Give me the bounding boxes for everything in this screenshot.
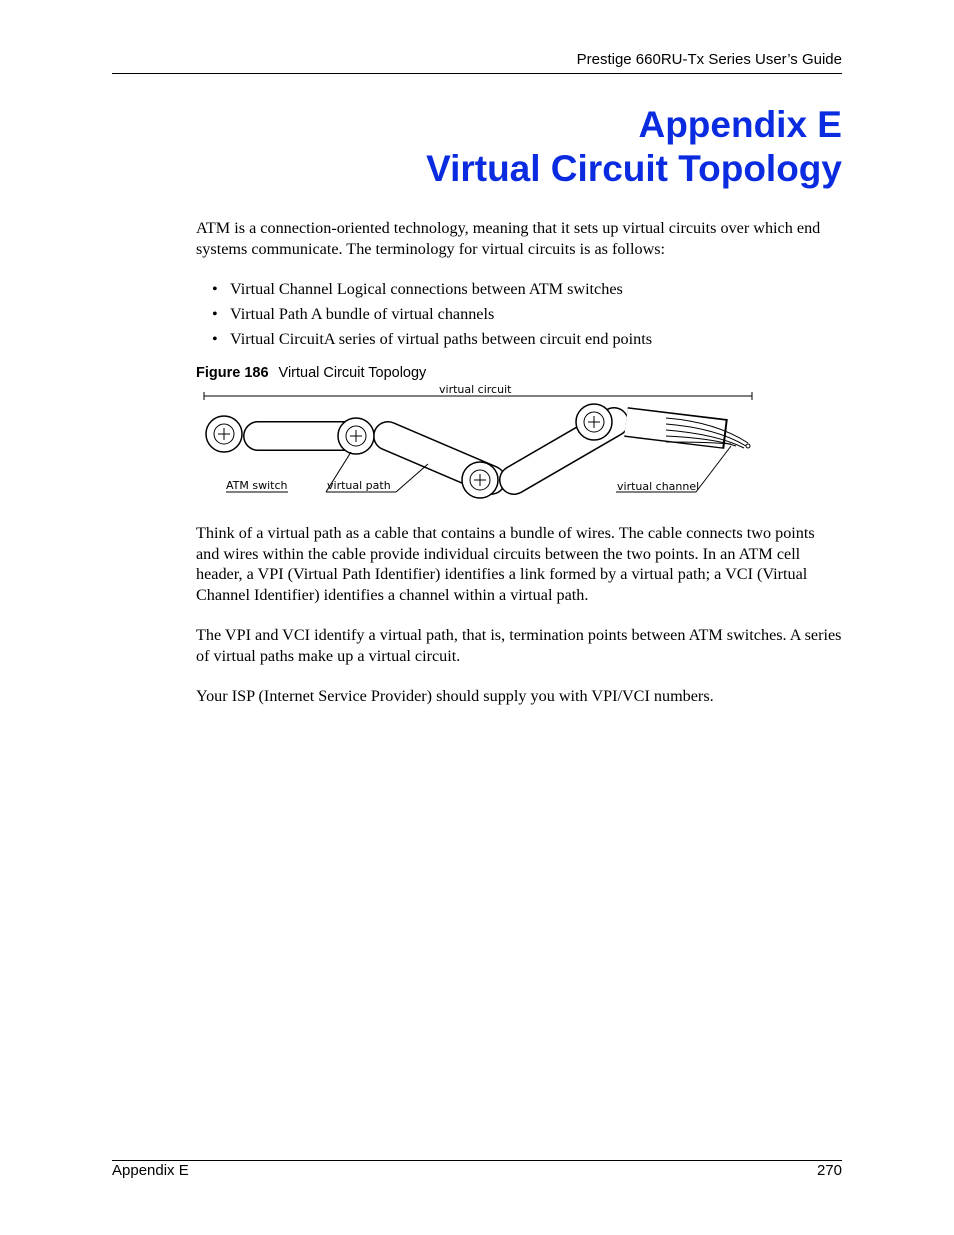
list-item-text: Virtual CircuitA series of virtual paths between circuit end points bbox=[230, 330, 653, 348]
virtual-channel-leader-angle bbox=[696, 446, 731, 492]
virtual-circuit-diagram bbox=[196, 380, 756, 506]
intro-paragraph: ATM is a connection-oriented technology, meaning that it sets up virtual circuits over which end systems communicate. The terminology for virtual circuits is as follows: bbox=[196, 219, 821, 258]
figure-caption bbox=[196, 365, 426, 381]
list-item-text: Virtual Path A bundle of virtual channels bbox=[230, 305, 495, 323]
chapter-number: Appendix E bbox=[638, 104, 842, 145]
atm-switch-label: ATM switch bbox=[226, 479, 288, 492]
body-paragraph-1: Think of a virtual path as a cable that contains a bundle of wires. The cable connects two points and wires within the cable provide individual circuits between the two points. In an ATM cell header, a VPI (Virtual Path Identifier) identifies a link formed by a virtual path; a VCI (Virtual Channel Identifier) identifies a channel within a virtual path. bbox=[196, 524, 815, 604]
atm-switch-4 bbox=[576, 404, 612, 440]
bullet-icon: • bbox=[212, 330, 218, 348]
body-paragraph-2: The VPI and VCI identify a virtual path, that is, termination points between ATM switches. A series of virtual paths make up a virtual circuit. bbox=[196, 626, 842, 665]
list-item bbox=[212, 304, 652, 329]
virtual-path-leader-angle bbox=[396, 464, 428, 492]
list-item bbox=[212, 329, 652, 354]
bullet-icon: • bbox=[212, 280, 218, 298]
atm-switch-3 bbox=[462, 462, 498, 498]
page-number: 270 bbox=[816, 1162, 842, 1179]
footer-section: Appendix E bbox=[112, 1162, 189, 1179]
list-item-text: Virtual Channel Logical connections between ATM switches bbox=[230, 280, 623, 298]
atm-switch-1 bbox=[206, 416, 242, 452]
running-header: Prestige 660RU-Tx Series User’s Guide bbox=[576, 51, 842, 68]
virtual-channel-label: virtual channel bbox=[617, 480, 700, 493]
virtual-circuit-label: virtual circuit bbox=[439, 383, 512, 396]
figure-title: Virtual Circuit Topology bbox=[278, 365, 427, 381]
terminology-list bbox=[212, 279, 652, 354]
footer-rule bbox=[112, 1160, 842, 1161]
header-rule bbox=[112, 73, 842, 74]
virtual-path-label: virtual path bbox=[327, 479, 391, 492]
bullet-icon: • bbox=[212, 305, 218, 323]
body-paragraph-3: Your ISP (Internet Service Provider) should supply you with VPI/VCI numbers. bbox=[196, 687, 714, 705]
chapter-title bbox=[426, 103, 842, 191]
list-item bbox=[212, 279, 652, 304]
figure-number: Figure 186 bbox=[196, 365, 269, 381]
chapter-name: Virtual Circuit Topology bbox=[426, 148, 842, 189]
atm-switch-2 bbox=[338, 418, 374, 454]
